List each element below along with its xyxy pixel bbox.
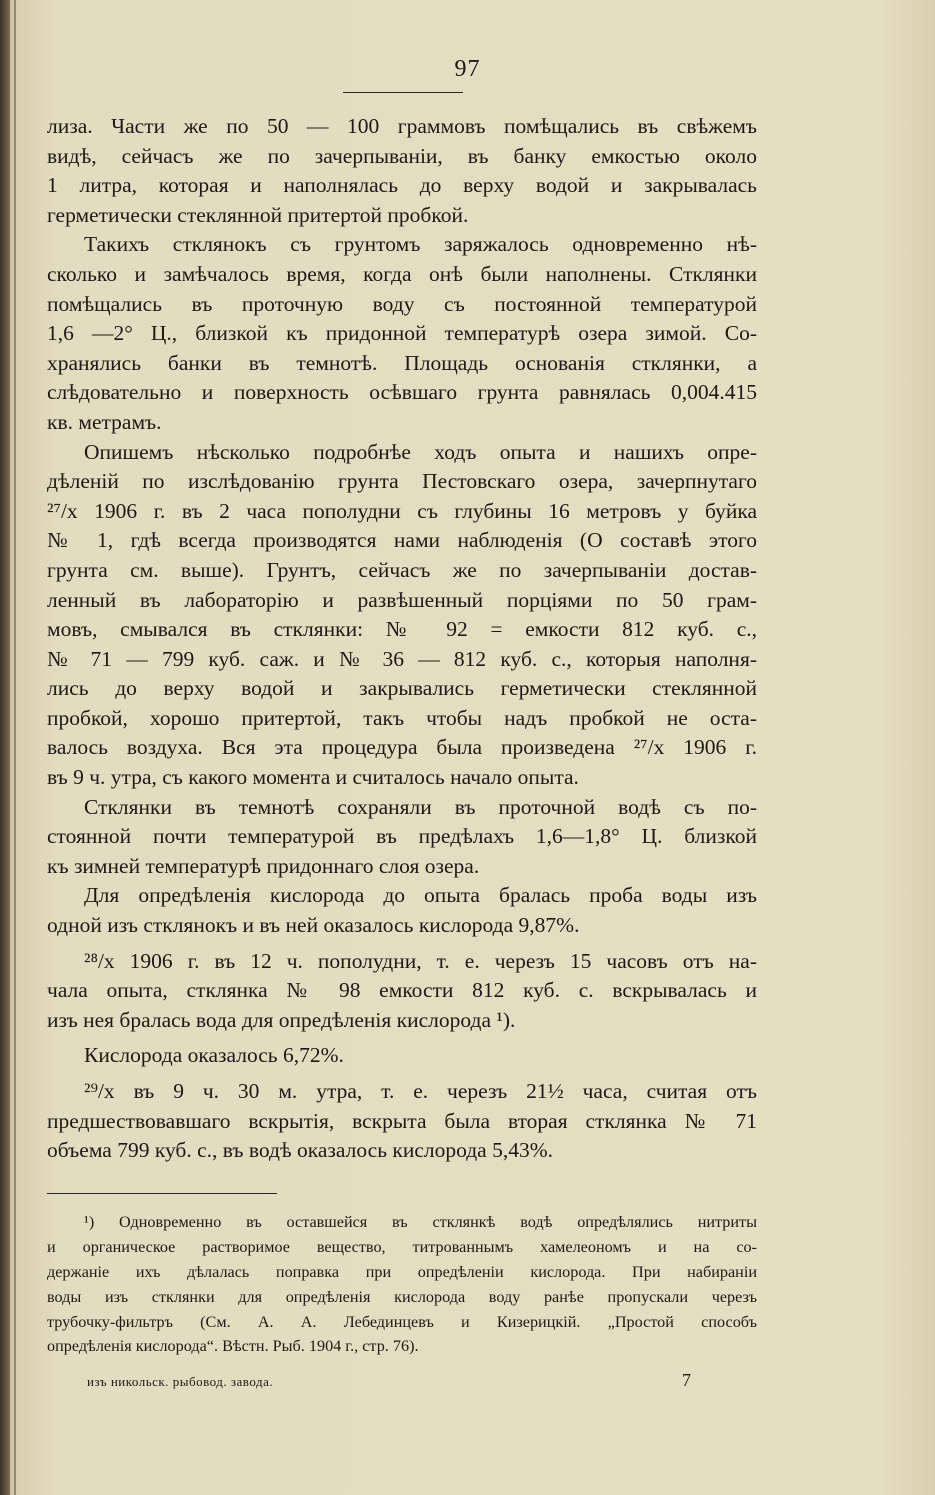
- text-line: Стклянки въ темнотѣ сохраняли въ проточной водѣ съ по-: [84, 794, 757, 819]
- footnote-line: ¹) Одновременно въ оставшейся въ стклянкѣ водѣ опредѣлялись нитриты: [84, 1213, 757, 1231]
- text-line: 1,6 —2° Ц., близкой къ придонной температурѣ озера зимой. Со-: [47, 321, 757, 346]
- text-line: объема 799 куб. с., въ водѣ оказалось кислорода 5,43%.: [47, 1138, 554, 1163]
- text-line: № 1, гдѣ всегда производятся нами наблюденія (О составѣ этого: [47, 528, 757, 553]
- text-line: Кислорода оказалось 6,72%.: [84, 1043, 344, 1068]
- signature-mark: 7: [682, 1370, 691, 1390]
- book-spine: [0, 0, 10, 1495]
- text-line: грунта см. выше). Грунтъ, сейчасъ же по зачерпываніи достав-: [47, 557, 757, 582]
- text-line: ²⁸/x 1906 г. въ 12 ч. пополудни, т. е. черезъ 15 часовъ отъ на-: [84, 948, 757, 973]
- footnote-line: трубочку-фильтръ (См. А. А. Лебединцевъ и Кизерицкій. „Простой способъ: [47, 1312, 757, 1331]
- text-line: мовъ, смывался въ стклянки: № 92 = емкости 812 куб. с.,: [47, 617, 757, 642]
- footnotes: [47, 1210, 757, 1359]
- text-line: Для опредѣленія кислорода до опыта бралась проба воды изъ: [84, 883, 757, 908]
- text-line: герметически стеклянной притертой пробкой.: [47, 202, 469, 227]
- footnote-line: и органическое растворимое вещество, титрованнымъ хамелеономъ и на со-: [47, 1237, 757, 1256]
- text-line: къ зимней температурѣ придоннаго слоя озера.: [47, 853, 480, 878]
- text-line: валось воздуха. Вся эта процедура была произведена ²⁷/x 1906 г.: [47, 735, 757, 760]
- text-line: хранялись банки въ темнотѣ. Площадь основанія стклянки, а: [47, 350, 757, 375]
- text-line: чала опыта, стклянка № 98 емкости 812 куб. с. вскрывалась и: [47, 978, 757, 1003]
- text-line: слѣдовательно и поверхность осѣвшаго грунта равнялась 0,004.415: [47, 380, 757, 405]
- footnote-line: держаніе ихъ дѣлалась поправка при опредѣленіи кислорода. При набираніи: [47, 1262, 757, 1281]
- footnote-rule: [47, 1193, 277, 1194]
- text-line: помѣщались въ проточную воду съ постоянной температурой: [47, 291, 757, 316]
- text-line: пробкой, хорошо притертой, такъ чтобы надъ пробкой не оста-: [47, 705, 757, 730]
- text-line: видѣ, сейчасъ же по зачерпываніи, въ банку емкостью около: [47, 143, 757, 168]
- text-line: Опишемъ нѣсколько подробнѣе ходъ опыта и нашихъ опре-: [84, 439, 757, 464]
- text-line: ²⁹/x въ 9 ч. 30 м. утра, т. е. черезъ 21½ часа, считая отъ: [84, 1079, 757, 1103]
- text-line: ²⁷/x 1906 г. въ 2 часа пополудни съ глубины 16 метровъ у буйка: [47, 498, 757, 523]
- text-line: въ 9 ч. утра, съ какого момента и считалось начало опыта.: [47, 765, 579, 790]
- text-line: предшествовавшаго вскрытія, вскрыта была вторая стклянка № 71: [47, 1108, 757, 1133]
- text-line: 1 литра, которая и наполнялась до верху водой и закрывалась: [47, 173, 757, 198]
- body-text: [47, 112, 757, 1166]
- text-line: № 71 — 799 куб. саж. и № 36 — 812 куб. с., которыя наполня-: [47, 646, 757, 671]
- footnote-line: опредѣленія кислорода“. Вѣстн. Рыб. 1904 г., стр. 76).: [47, 1337, 419, 1356]
- text-line: сколько и замѣчалось время, когда онѣ были наполнены. Стклянки: [47, 261, 757, 286]
- header-rule: [343, 92, 463, 93]
- text-line: лись до верху водой и закрывались герметически стеклянной: [47, 676, 757, 701]
- text-line: Такихъ стклянокъ съ грунтомъ заряжалось одновременно нѣ-: [84, 232, 757, 257]
- text-line: ленный въ лабораторію и развѣшенный порціями по 50 грам-: [47, 587, 757, 612]
- text-line: кв. метрамъ.: [47, 409, 162, 434]
- text-line: одной изъ стклянокъ и въ ней оказалось кислорода 9,87%.: [47, 913, 580, 938]
- printer-signature: изъ никольск. рыбовод. завода.: [87, 1374, 274, 1389]
- text-line: лиза. Части же по 50 — 100 граммовъ помѣщались въ свѣжемъ: [47, 114, 757, 138]
- gutter-line: [14, 0, 16, 1495]
- text-line: стоянной почти температурой въ предѣлахъ 1,6—1,8° Ц. близкой: [47, 824, 757, 849]
- text-line: дѣленій по изслѣдованію грунта Пестовскаго озера, зачерпнутаго: [47, 469, 757, 494]
- footnote-line: воды изъ стклянки для опредѣленія кислорода воду ранѣе пропускали черезъ: [47, 1287, 757, 1306]
- text-line: изъ нея бралась вода для опредѣленія кислорода ¹).: [47, 1007, 516, 1032]
- page-number: 97: [454, 56, 481, 82]
